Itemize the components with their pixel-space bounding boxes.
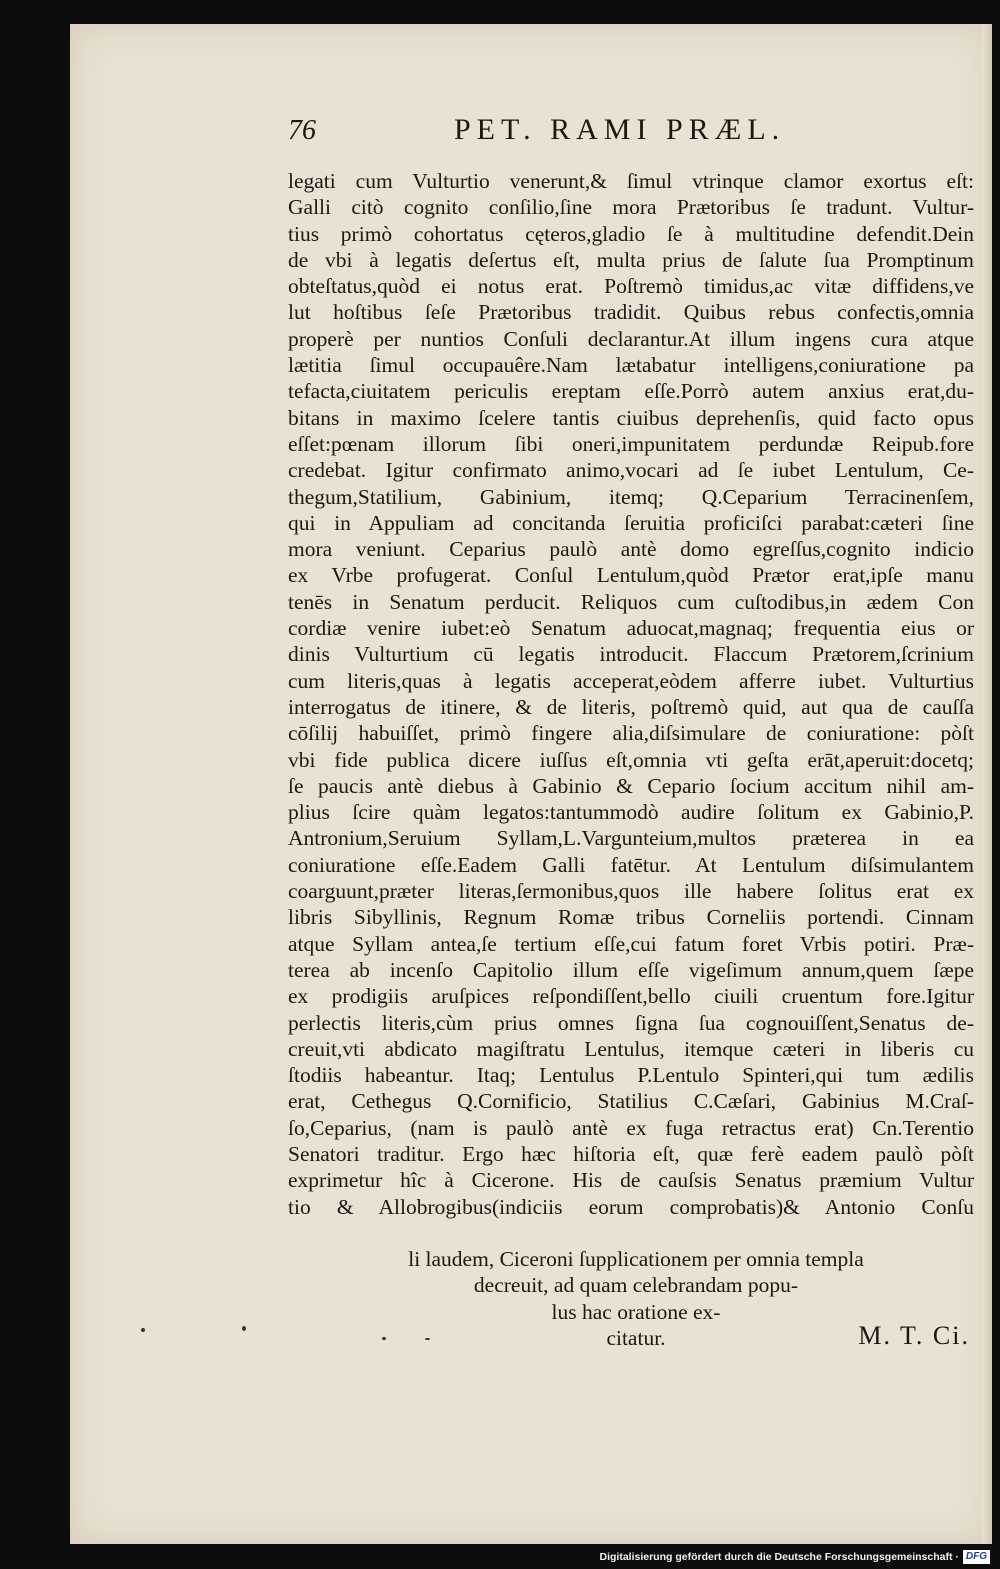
book-page (70, 24, 992, 1544)
running-head: PET. RAMI PRÆL. (454, 113, 786, 146)
text-line: lut hoſtibus ſeſe Prætoribus tradidit. Quibus rebus confectis,omnia (288, 300, 974, 325)
text-line: atque Syllam antea,ſe tertium eſſe,cui fatum foret Vrbis potiri. Præ- (288, 931, 974, 956)
text-line: tefacta,ciuitatem periculis ereptam eſſe.Porrò autem anxius erat,du- (288, 379, 974, 404)
catchword: M. T. Ci. (858, 1321, 970, 1350)
ink-speck (425, 1338, 430, 1340)
text-line: dinis Vulturtium cū legatis introducit. Flaccum Prætorem,ſcrinium (288, 642, 974, 667)
text-line: mora veniunt. Ceparius paulò antè domo egreſſus,cognito indicio (288, 537, 974, 562)
text-line: cum literis,quas à legatis acceperat,eòdem afferre iubet. Vulturtius (288, 668, 974, 693)
text-line: obteſtatus,quòd ei notus erat. Poſtremò timidus,ac vitæ diffidens,ve (288, 274, 974, 299)
text-line: perlectis literis,cùm prius omnes ſigna ſua cognouiſſent,Senatus de- (288, 1010, 974, 1035)
taper-line: decreuit, ad quam celebrandam popu- (473, 1273, 799, 1298)
text-line: tio & Allobrogibus(indiciis eorum comprobatis)& Antonio Conſu (288, 1194, 974, 1219)
text-line: erat, Cethegus Q.Cornificio, Statilius C.Cæſari, Gabinius M.Craſ- (288, 1089, 974, 1114)
text-line: exprimetur hîc à Cicerone. His de cauſsis Senatus præmium Vultur (288, 1168, 974, 1193)
ink-speck (242, 1326, 246, 1331)
text-line: cōſilij habuiſſet, primò fingere alia,diſsimulare de coniuratione: pòſt (288, 721, 974, 746)
digitization-credit (600, 1549, 991, 1565)
text-line: thegum,Statilium, Gabinium, itemq; Q.Ceparium Terracinenſem, (288, 484, 974, 509)
text-line: interrogatus de itinere, & de literis, poſtremò quid, aut qua de cauſſa (288, 694, 974, 719)
text-line: libris Sibyllinis, Regnum Romæ tribus Corneliis portendi. Cinnam (288, 905, 974, 930)
text-line: Antronium,Seruium Syllam,L.Vargunteium,multos præterea in ea (288, 826, 974, 851)
text-line: bitans in maximo ſcelere tantis ciuibus deprehenſis, quid facto opus (288, 405, 974, 430)
credit-text: Digitalisierung gefördert durch die Deutsche Forschungsgemeinschaft · (599, 1551, 959, 1563)
text-line: properè per nuntios Conſuli declarantur.At illum ingens cura atque (288, 326, 974, 351)
taper-line: lus hac oratione ex- (551, 1299, 721, 1324)
text-line: coniuratione eſſe.Eadem Galli fatētur. At Lentulum diſsimulantem (288, 852, 974, 877)
text-line: coarguunt,præter literas,ſermonibus,quos ille habere ſolitus erat ex (288, 879, 974, 904)
text-line: plius ſcire quàm legatos:tantummodò audire ſolitum ex Gabinio,P. (288, 800, 974, 825)
text-line: creuit,vti abdicato magiſtratu Lentulus, itemque cæteri in liberis cu (288, 1036, 974, 1061)
ink-speck (382, 1337, 386, 1340)
text-line: vbi fide publica dicere iuſſus eſt,omnia vti geſta erāt,aperuit:docetq; (288, 747, 974, 772)
page-edge (982, 24, 992, 1544)
text-line: ex prodigiis aruſpices reſpondiſſent,bello ciuili cruentum fore.Igitur (288, 984, 974, 1009)
text-line: ſe paucis antè diebus à Gabinio & Cepario ſocium accitum nihil am- (288, 773, 974, 798)
text-line: Senatori traditur. Ergo hæc hiſtoria eſt, quæ ferè eadem paulò pòſt (288, 1141, 974, 1166)
page-header (70, 111, 992, 155)
text-line: tenēs in Senatum perducit. Reliquos cum cuſtodibus,in ædem Con (288, 589, 974, 614)
text-line: ſtodiis habeantur. Itaq; Lentulus P.Lentulo Spinteri,qui tum ædilis (288, 1063, 974, 1088)
text-line: cordiæ venire iubet:eò Senatum aduocat,magnaq; frequentia eius or (288, 616, 974, 641)
text-line: Galli citò cognito conſilio,ſine mora Prætoribus ſe tradunt. Vultur- (288, 195, 974, 220)
text-line: lætitia ſimul occupauêre.Nam lætabatur intelligens,coniuratione pa (288, 353, 974, 378)
text-line: de vbi à legatis deſertus eſt, multa prius de ſalute ſua Promptinum (288, 247, 974, 272)
text-line: terea ab incenſo Capitolio illum eſſe vigeſimum annum,quem ſæpe (288, 957, 974, 982)
text-line (288, 1220, 974, 1246)
text-line: qui in Appuliam ad concitanda ſeruitia proficiſci parabat:cæteri ſine (288, 510, 974, 535)
text-line: ſo,Ceparius, (nam is paulò antè ex fuga retractus erat) Cn.Terentio (288, 1115, 974, 1140)
text-line: tius primò cohortatus cęteros,gladio ſe à multitudine defendit.Dein (288, 221, 974, 246)
taper-line: li laudem, Ciceroni ſupplicationem per omnia templa (408, 1247, 864, 1271)
dfg-logo: DFG (963, 1550, 990, 1564)
text-line: credebat. Igitur confirmato animo,vocari ad ſe iubet Lentulum, Ce- (288, 458, 974, 483)
taper-line: citatur. (606, 1325, 666, 1350)
page-number: 76 (288, 115, 316, 146)
text-line: ex Vrbe profugerat. Conſul Lentulum,quòd Prætor erat,ipſe manu (288, 563, 974, 588)
text-line: eſſet:pœnam illorum ſibi oneri,impunitatem perdundæ Reipub.fore (288, 431, 974, 456)
text-line: legati cum Vulturtio venerunt,& ſimul vtrinque clamor exortus eſt: (288, 169, 974, 193)
ink-speck (141, 1328, 145, 1332)
